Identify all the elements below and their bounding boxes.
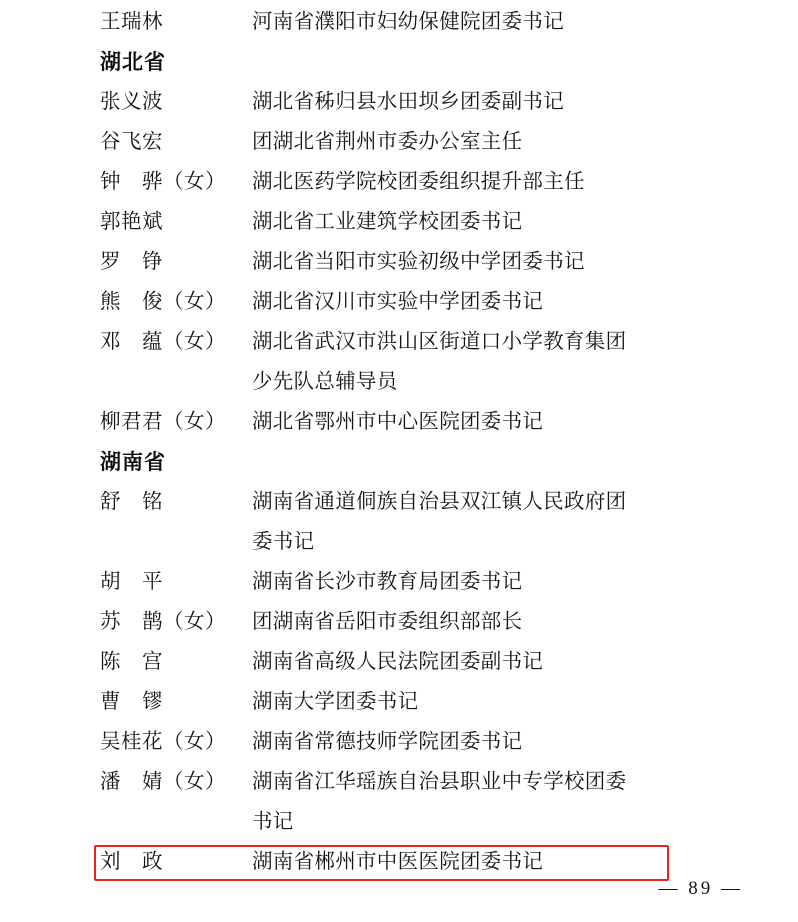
position-line-1: 湖南大学团委书记 xyxy=(252,691,419,713)
person-position xyxy=(252,602,758,642)
person-name: 曹 镠 xyxy=(100,691,163,713)
person-name: 吴桂花（女） xyxy=(100,731,226,753)
position-line-1: 湖南省长沙市教育局团委书记 xyxy=(252,571,523,593)
person-name: 邓 蕴（女） xyxy=(100,331,226,353)
person-position xyxy=(252,402,758,442)
name-list xyxy=(40,0,758,882)
person-position xyxy=(252,642,758,682)
position-line-2: 委书记 xyxy=(252,531,315,553)
position-line-1: 湖南省通道侗族自治县双江镇人民政府团 xyxy=(252,491,627,513)
list-item xyxy=(40,642,758,682)
list-item xyxy=(40,82,758,122)
section-title-text: 湖北省 xyxy=(100,50,166,74)
person-position xyxy=(252,722,758,762)
position-line-1: 湖北医药学院校团委组织提升部主任 xyxy=(252,171,585,193)
position-line-1: 湖南省高级人民法院团委副书记 xyxy=(252,651,544,673)
person-name: 钟 骅（女） xyxy=(100,171,226,193)
position-line-1: 湖北省武汉市洪山区街道口小学教育集团 xyxy=(252,331,627,353)
person-name: 郭艳斌 xyxy=(100,211,163,233)
position-line-1: 湖南省郴州市中医医院团委书记 xyxy=(252,851,544,873)
person-position xyxy=(252,202,758,242)
list-item xyxy=(40,482,758,562)
position-line-1: 湖北省汉川市实验中学团委书记 xyxy=(252,291,544,313)
list-item xyxy=(40,242,758,282)
position-line-1: 湖南省江华瑶族自治县职业中专学校团委 xyxy=(252,771,627,793)
person-position xyxy=(252,482,758,562)
section-heading xyxy=(40,42,758,82)
person-position xyxy=(252,122,758,162)
list-item xyxy=(40,602,758,642)
list-item xyxy=(40,722,758,762)
person-position xyxy=(252,2,758,42)
person-name: 罗 铮 xyxy=(100,251,163,273)
person-position xyxy=(252,322,758,402)
person-name: 舒 铭 xyxy=(100,491,163,513)
position-line-1: 河南省濮阳市妇幼保健院团委书记 xyxy=(252,11,564,33)
list-item xyxy=(40,202,758,242)
person-name: 王瑞林 xyxy=(100,11,163,33)
position-line-1: 团湖南省岳阳市委组织部部长 xyxy=(252,611,523,633)
list-item xyxy=(40,842,758,882)
person-position xyxy=(252,762,758,842)
list-item xyxy=(40,322,758,402)
person-position xyxy=(252,682,758,722)
list-item xyxy=(40,762,758,842)
position-line-2: 书记 xyxy=(252,811,294,833)
position-line-1: 团湖北省荆州市委办公室主任 xyxy=(252,131,523,153)
person-name: 张义波 xyxy=(100,91,163,113)
position-line-2: 少先队总辅导员 xyxy=(252,371,398,393)
list-item xyxy=(40,282,758,322)
position-line-1: 湖北省当阳市实验初级中学团委书记 xyxy=(252,251,585,273)
person-position xyxy=(252,562,758,602)
person-name: 柳君君（女） xyxy=(100,411,226,433)
person-name: 胡 平 xyxy=(100,571,163,593)
section-heading xyxy=(40,442,758,482)
page-number: — 89 — xyxy=(658,878,743,899)
person-name: 苏 鹊（女） xyxy=(100,611,226,633)
position-line-1: 湖北省鄂州市中心医院团委书记 xyxy=(252,411,544,433)
person-position xyxy=(252,162,758,202)
list-item xyxy=(40,682,758,722)
list-item xyxy=(40,2,758,42)
person-position xyxy=(252,242,758,282)
person-position xyxy=(252,842,758,882)
list-item xyxy=(40,402,758,442)
person-name: 谷飞宏 xyxy=(100,131,163,153)
person-position xyxy=(252,82,758,122)
person-name: 陈 宫 xyxy=(100,651,163,673)
section-title-text: 湖南省 xyxy=(100,450,166,474)
person-name: 潘 婧（女） xyxy=(100,771,226,793)
list-item xyxy=(40,122,758,162)
position-line-1: 湖北省工业建筑学校团委书记 xyxy=(252,211,523,233)
position-line-1: 湖南省常德技师学院团委书记 xyxy=(252,731,523,753)
list-item xyxy=(40,162,758,202)
person-name: 刘 政 xyxy=(100,851,163,873)
list-item xyxy=(40,562,758,602)
person-position xyxy=(252,282,758,322)
position-line-1: 湖北省秭归县水田坝乡团委副书记 xyxy=(252,91,564,113)
person-name: 熊 俊（女） xyxy=(100,291,226,313)
